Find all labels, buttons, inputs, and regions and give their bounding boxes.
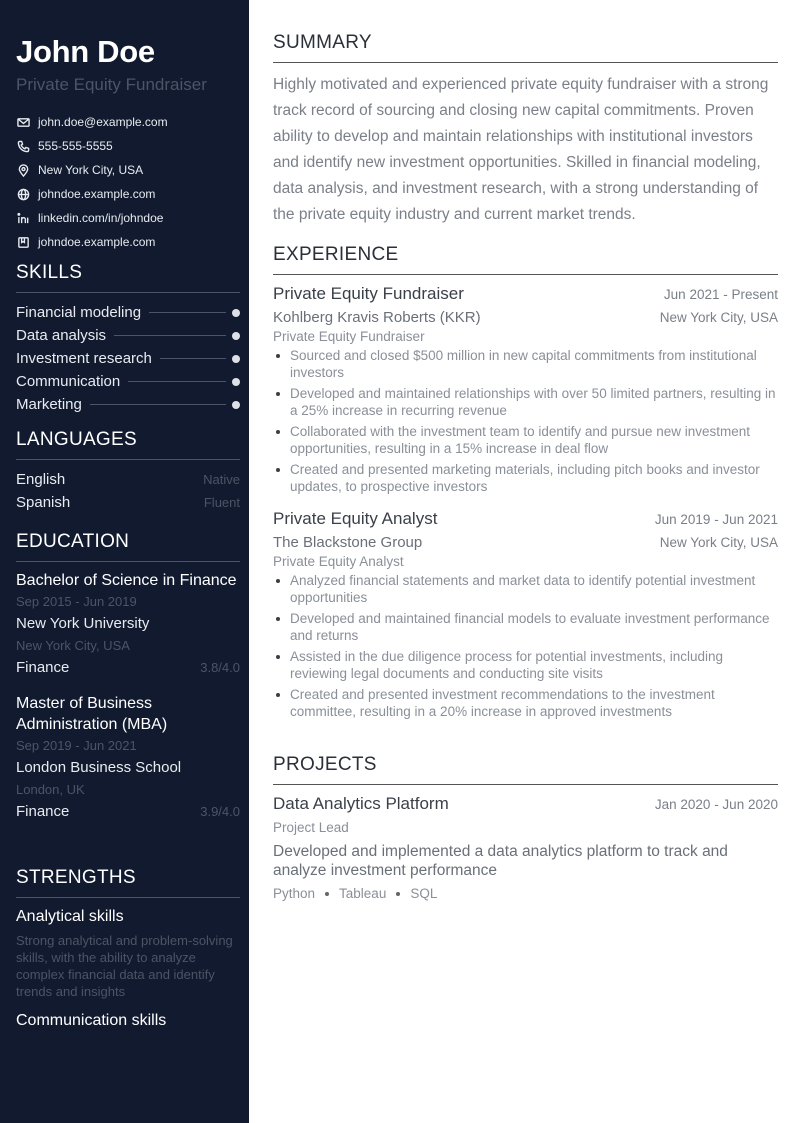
skill-dot	[232, 401, 240, 409]
job-location: New York City, USA	[659, 535, 778, 550]
contact-portfolio[interactable]	[16, 230, 240, 254]
summary-text: Highly motivated and experienced private equity fundraiser with a strong track record of sourcing and closing new capital commitments. Proven ability to develop and maintain relationships with institutional investors and identify new investment opportunities. Skilled in financial modeling, data analysis, and investment research, with a strong understanding of the private equity industry and current market trends.	[273, 76, 769, 223]
education-gpa: 3.8/4.0	[200, 660, 240, 675]
job-subtitle: Private Equity Fundraiser	[273, 329, 425, 344]
job-dates: Jun 2021 - Present	[663, 287, 778, 302]
skill-label: Financial modeling	[16, 304, 142, 321]
project-tag: SQL	[410, 886, 438, 901]
experience-job	[273, 509, 778, 720]
project-tag: Tableau	[339, 886, 387, 901]
education-degree: Bachelor of Science in Finance	[16, 572, 237, 589]
contact-portfolio-text: johndoe.example.com	[38, 235, 156, 249]
project-desc: Developed and implemented a data analytics platform to track and analyze investment performance	[273, 843, 728, 879]
education-field-row	[16, 801, 240, 823]
education-item	[16, 570, 240, 679]
experience-job	[273, 284, 778, 495]
project-header	[273, 794, 778, 814]
strength-item	[16, 906, 240, 1000]
job-bullet: Developed and maintained relationships with over 50 limited partners, resulting in a 25% increase in recurring revenue	[273, 385, 778, 419]
education-field-row	[16, 657, 240, 679]
sidebar	[0, 0, 249, 1123]
contact-list	[16, 110, 240, 254]
languages-heading: LANGUAGES	[16, 429, 240, 460]
strength-title: Analytical skills	[16, 908, 124, 925]
skill-line	[149, 312, 226, 313]
job-bullet: Collaborated with the investment team to identify and pursue new investment opportunities, resulting in a 15% increase in deal flow	[273, 423, 778, 457]
job-title: Private Equity Analyst	[273, 509, 438, 528]
contact-website[interactable]	[16, 182, 240, 206]
project-dates: Jan 2020 - Jun 2020	[654, 797, 778, 812]
contact-linkedin-text: linkedin.com/in/johndoe	[38, 211, 164, 225]
job-subtitle: Private Equity Analyst	[273, 554, 404, 569]
education-heading: EDUCATION	[16, 531, 240, 562]
skill-label: Investment research	[16, 350, 152, 367]
education-dates: Sep 2019 - Jun 2021	[16, 738, 137, 753]
candidate-role: Private Equity Fundraiser	[16, 75, 207, 94]
skill-line	[90, 404, 226, 405]
tag-separator	[396, 892, 400, 896]
job-bullets	[273, 347, 778, 495]
job-header	[273, 284, 778, 304]
linkedin-icon	[16, 211, 30, 225]
strength-item	[16, 1010, 240, 1032]
skill-item	[16, 347, 240, 370]
job-location: New York City, USA	[659, 310, 778, 325]
skill-item	[16, 393, 240, 416]
skill-label: Marketing	[16, 396, 82, 413]
location-icon	[16, 163, 30, 177]
languages-section	[16, 429, 240, 514]
job-bullet: Analyzed financial statements and market data to identify potential investment opportunities	[273, 572, 778, 606]
education-field: Finance	[16, 659, 70, 676]
summary-section	[273, 32, 778, 228]
job-company-row	[273, 534, 778, 551]
skill-dot	[232, 355, 240, 363]
skills-heading: SKILLS	[16, 262, 240, 293]
experience-heading: EXPERIENCE	[273, 244, 778, 275]
skill-item	[16, 370, 240, 393]
education-field: Finance	[16, 803, 70, 820]
bookmark-icon	[16, 235, 30, 249]
job-dates: Jun 2019 - Jun 2021	[654, 512, 778, 527]
strengths-heading: STRENGTHS	[16, 867, 240, 898]
education-dates: Sep 2015 - Jun 2019	[16, 594, 137, 609]
skill-dot	[232, 309, 240, 317]
education-location: New York City, USA	[16, 638, 130, 653]
job-bullet: Developed and maintained financial models to evaluate investment performance and returns	[273, 610, 778, 644]
skill-label: Data analysis	[16, 327, 107, 344]
candidate-name: John Doe	[16, 34, 155, 69]
contact-phone-text: 555-555-5555	[38, 139, 113, 153]
education-gpa: 3.9/4.0	[200, 804, 240, 819]
language-name: English	[16, 471, 66, 488]
job-company-row	[273, 309, 778, 326]
project-item	[273, 794, 778, 901]
strengths-section	[16, 867, 240, 1032]
globe-icon	[16, 187, 30, 201]
job-bullet: Sourced and closed $500 million in new capital commitments from institutional investors	[273, 347, 778, 381]
projects-heading: PROJECTS	[273, 754, 778, 785]
education-school: London Business School	[16, 759, 182, 776]
project-role: Project Lead	[273, 820, 349, 835]
job-bullet: Assisted in the due diligence process for potential investments, including reviewing legal documents and conducting site visits	[273, 648, 778, 682]
job-bullet: Created and presented investment recommendations to the investment committee, resulting in a 20% increase in approved investments	[273, 686, 778, 720]
experience-section	[273, 244, 778, 724]
language-item	[16, 491, 240, 514]
skill-item	[16, 324, 240, 347]
strength-desc: Strong analytical and problem-solving skills, with the ability to analyze complex financial data and identify trends and insights	[16, 933, 233, 999]
strength-title: Communication skills	[16, 1012, 167, 1029]
contact-email[interactable]	[16, 110, 240, 134]
phone-icon	[16, 139, 30, 153]
contact-email-text: john.doe@example.com	[38, 115, 168, 129]
contact-location	[16, 158, 240, 182]
language-item	[16, 468, 240, 491]
job-title: Private Equity Fundraiser	[273, 284, 464, 303]
job-bullet: Created and presented marketing materials, including pitch books and investor updates, to prospective investors	[273, 461, 778, 495]
summary-heading: SUMMARY	[273, 32, 778, 63]
language-name: Spanish	[16, 494, 71, 511]
education-section	[16, 531, 240, 823]
language-level: Fluent	[203, 495, 240, 510]
job-bullets	[273, 572, 778, 720]
job-company: The Blackstone Group	[273, 534, 423, 551]
tag-separator	[325, 892, 329, 896]
job-header	[273, 509, 778, 529]
contact-website-text: johndoe.example.com	[38, 187, 156, 201]
job-company: Kohlberg Kravis Roberts (KKR)	[273, 309, 481, 326]
projects-section	[273, 754, 778, 901]
education-location: London, UK	[16, 782, 85, 797]
contact-phone[interactable]	[16, 134, 240, 158]
contact-location-text: New York City, USA	[38, 163, 144, 177]
education-degree: Master of Business Administration (MBA)	[16, 695, 168, 733]
project-tag: Python	[273, 886, 316, 901]
skill-dot	[232, 378, 240, 386]
education-item	[16, 693, 240, 823]
skill-dot	[232, 332, 240, 340]
skills-section	[16, 262, 240, 416]
skill-label: Communication	[16, 373, 121, 390]
contact-linkedin[interactable]	[16, 206, 240, 230]
project-tags	[273, 886, 778, 901]
language-level: Native	[203, 472, 240, 487]
skill-line	[160, 358, 226, 359]
skill-item	[16, 301, 240, 324]
skill-line	[128, 381, 226, 382]
skill-line	[114, 335, 226, 336]
mail-icon	[16, 115, 30, 129]
project-title: Data Analytics Platform	[273, 794, 449, 813]
education-school: New York University	[16, 615, 150, 632]
